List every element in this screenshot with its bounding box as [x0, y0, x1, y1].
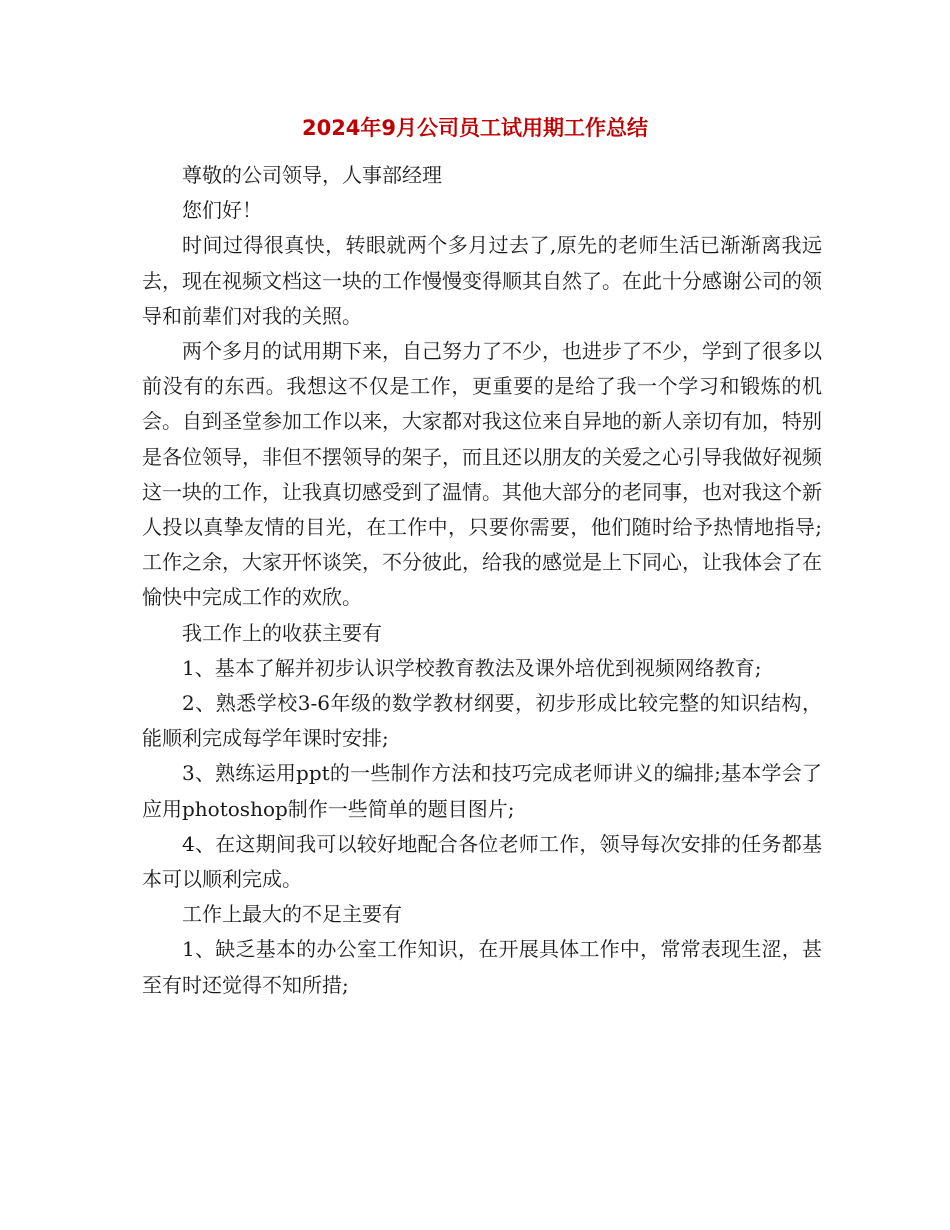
paragraph-salutation: 尊敬的公司领导，人事部经理 [182, 163, 442, 187]
gain-item-1: 1、基本了解并初步认识学校教育教法及课外培优到视频网络教育; [182, 655, 762, 680]
shortcoming-item-1: 1、缺乏基本的办公室工作知识，在开展具体工作中，常常表现生涩，甚至有时还觉得不知所措; [142, 937, 822, 997]
paragraph-greeting: 您们好！ [182, 198, 262, 223]
document-body [142, 158, 822, 1003]
gain-item-3: 3、熟练运用ppt的一些制作方法和技巧完成老师讲义的编排;基本学会了应用photoshop制作一些简单的题目图片; [142, 761, 822, 821]
heading-gains: 我工作上的收获主要有 [182, 620, 382, 645]
document-title: 2024年9月公司员工试用期工作总结 [301, 116, 649, 140]
gain-item-2: 2、熟悉学校3-6年级的数学教材纲要，初步形成比较完整的知识结构，能顺利完成每学年课时安排; [142, 691, 822, 751]
heading-shortcomings: 工作上最大的不足主要有 [182, 902, 402, 927]
gain-item-4: 4、在这期间我可以较好地配合各位老师工作，领导每次安排的任务都基本可以顺利完成。 [142, 831, 822, 892]
paragraph-experience: 两个多月的试用期下来，自己努力了不少，也进步了不少，学到了很多以前没有的东西。我想这不仅是工作，更重要的是给了我一个学习和锻炼的机会。自到圣堂参加工作以来，大家都对我这位来自异地的新人亲切有加，特别是各位领导，非但不摆领导的架子，而且还以朋友的关爱之心引导我做好视频这一块的工作，让我真切感受到了温情。其他大部分的老同事，也对我这个新人投以真挚友情的目光，在工作中，只要你需要，他们随时给予热情地指导;工作之余，大家开怀谈笑，不分彼此，给我的感觉是上下同心，让我体会了在愉快中完成工作的欢欣。 [142, 339, 822, 610]
paragraph-intro: 时间过得很真快，转眼就两个多月过去了,原先的老师生活已渐渐离我远去，现在视频文档这一块的工作慢慢变得顺其自然了。在此十分感谢公司的领导和前辈们对我的关照。 [142, 233, 822, 328]
